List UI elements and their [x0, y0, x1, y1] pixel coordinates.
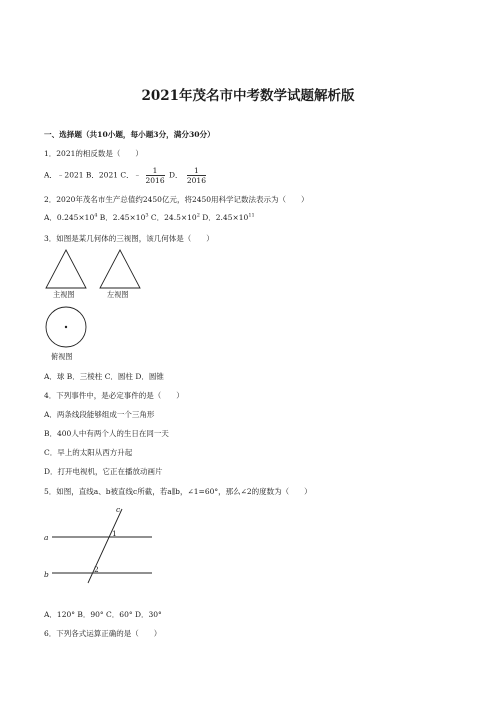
- q2-option-d-exponent: 11: [248, 212, 255, 219]
- label-b: b: [44, 570, 49, 579]
- q1-options-abc: A．﹣2021 B．2021 C．﹣: [44, 170, 142, 180]
- q4-option-a: A．两条线段能够组成一个三角形: [44, 410, 155, 419]
- q2-option-a: A．0.245×10: [44, 213, 95, 222]
- q3-options: A．球 B．三棱柱 C．圆柱 D．圆锥: [44, 372, 164, 381]
- side-view-triangle: [100, 250, 140, 288]
- q2-option-b: B．2.45×10: [99, 213, 146, 222]
- page-title: 2021年茂名市中考数学试题解析版: [141, 88, 355, 104]
- label-angle-1: 1: [112, 529, 117, 538]
- q1-fraction-c: [146, 166, 165, 185]
- top-view-label: 俯视图: [51, 352, 73, 361]
- q2-option-d: D．2.45×10: [202, 213, 249, 222]
- label-angle-2: 2: [94, 565, 99, 574]
- q3-three-views-figure: [44, 248, 144, 364]
- q4-stem: 4．下列事件中，是必定事件的是（ ）: [44, 391, 184, 400]
- q2-option-a-exponent: 4: [94, 212, 98, 219]
- front-view-triangle: [46, 250, 86, 288]
- q6-stem: 6．下列各式运算正确的是（ ）: [44, 629, 162, 638]
- q1-fraction-d-denominator: 2016: [186, 176, 206, 185]
- label-a: a: [44, 533, 49, 542]
- q4-option-d: D．打开电视机，它正在播放动画片: [44, 467, 163, 476]
- q1-fraction-d: [187, 166, 206, 185]
- q2-option-c: C．24.5×10: [150, 213, 197, 222]
- q2-option-c-exponent: 2: [196, 212, 200, 219]
- q4-option-c: C．早上的太阳从西方升起: [44, 448, 133, 457]
- front-view-label: 主视图: [53, 290, 75, 299]
- q1-option-d: D．: [168, 170, 183, 180]
- q1-options: [44, 166, 208, 185]
- q5-parallel-lines-figure: [44, 503, 156, 585]
- q3-stem: 3．如图是某几何体的三视图，该几何体是（ ）: [44, 234, 214, 243]
- q1-fraction-d-numerator: 1: [187, 166, 206, 176]
- section-heading: 一、选择题（共10小题，每小题3分，满分30分）: [44, 130, 215, 139]
- q2-option-b-exponent: 3: [145, 212, 149, 219]
- q5-stem: 5．如图，直线a、b被直线c所截，若a∥b，∠1=60°，那么∠2的度数为（ ）: [44, 487, 312, 496]
- top-view-center-dot: [65, 326, 67, 328]
- side-view-label: 左视图: [107, 290, 129, 299]
- q2-options: [44, 212, 255, 223]
- q1-fraction-c-numerator: 1: [146, 166, 165, 176]
- q1-fraction-c-denominator: 2016: [145, 176, 165, 185]
- q5-options: A．120° B．90° C．60° D．30°: [44, 610, 162, 619]
- q1-stem: 1．2021的相反数是（ ）: [44, 149, 143, 158]
- q2-stem: 2．2020年茂名市生产总值约2450亿元，将2450用科学记数法表示为（ ）: [44, 195, 309, 204]
- q4-option-b: B．400人中有两个人的生日在同一天: [44, 429, 169, 438]
- label-c: c: [116, 505, 121, 514]
